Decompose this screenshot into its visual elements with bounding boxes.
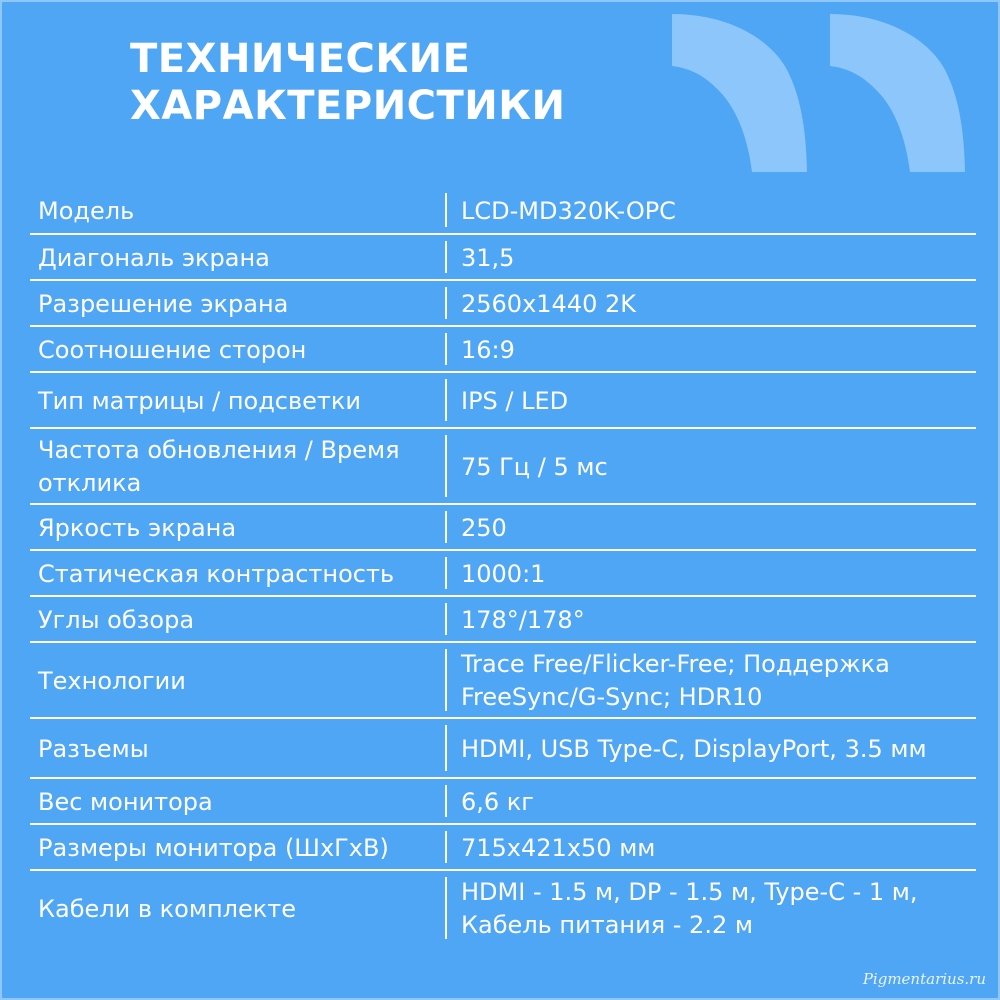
column-divider [445,877,447,939]
spec-row [30,281,976,327]
spec-value: 715x421x50 мм [461,833,656,862]
spec-label: Технологии [38,666,186,695]
spec-label: Соотношение сторон [38,335,307,364]
column-divider [445,785,447,817]
spec-label: Углы обзора [38,605,195,634]
spec-label: Вес монитора [38,787,213,816]
spec-row [30,551,976,597]
column-divider [445,557,447,589]
column-divider [445,193,447,227]
column-divider [445,649,447,711]
spec-label: Тип матрицы / подсветки [38,386,361,415]
spec-label: Модель [38,196,135,225]
spec-row [30,373,976,429]
spec-row [30,327,976,373]
column-divider [445,831,447,863]
spec-value: 2560x1440 2K [461,289,636,318]
quote-mark-right [830,14,965,172]
quote-marks-icon [660,0,1000,175]
spec-value: IPS / LED [461,386,569,415]
spec-row [30,235,976,281]
column-divider [445,287,447,319]
spec-value: 250 [461,513,507,542]
spec-value: 1000:1 [461,559,546,588]
quote-mark-left [672,14,807,172]
spec-label: Диагональ экрана [38,243,270,272]
column-divider [445,435,447,497]
column-divider [445,379,447,421]
spec-row [30,429,976,505]
spec-row [30,719,976,779]
title-line-1: ТЕХНИЧЕСКИЕ [130,36,471,82]
spec-row [30,825,976,871]
spec-row [30,597,976,643]
watermark: Pigmentarius.ru [862,970,986,988]
spec-table [30,187,976,947]
spec-value: 16:9 [461,335,515,364]
spec-label: Частота обновления / Время отклика [38,436,400,497]
spec-value: HDMI, USB Type-C, DisplayPort, 3.5 мм [461,734,927,763]
spec-row [30,187,976,235]
spec-label: Размеры монитора (ШхГхВ) [38,833,389,862]
spec-value: 31,5 [461,243,515,272]
spec-label: Разъемы [38,734,149,763]
spec-value: 6,6 кг [461,787,534,816]
column-divider [445,511,447,543]
column-divider [445,603,447,635]
spec-value: HDMI - 1.5 м, DP - 1.5 м, Type-C - 1 м, Кабель питания - 2.2 м [461,878,918,939]
column-divider [445,241,447,273]
column-divider [445,333,447,365]
column-divider [445,725,447,771]
spec-row [30,871,976,947]
spec-row [30,779,976,825]
spec-value: 178°/178° [461,605,585,634]
spec-label: Яркость экрана [38,513,237,542]
spec-row [30,505,976,551]
page-title [130,36,565,130]
spec-row [30,643,976,719]
spec-label: Кабели в комплекте [38,894,296,923]
spec-value: LCD-MD320K-OPC [461,196,676,225]
spec-value: 75 Гц / 5 мс [461,452,608,481]
spec-value: Trace Free/Flicker-Free; Поддержка FreeSync/G-Sync; HDR10 [461,650,890,711]
spec-label: Статическая контрастность [38,559,395,588]
spec-label: Разрешение экрана [38,289,289,318]
title-line-2: ХАРАКТЕРИСТИКИ [130,83,566,129]
